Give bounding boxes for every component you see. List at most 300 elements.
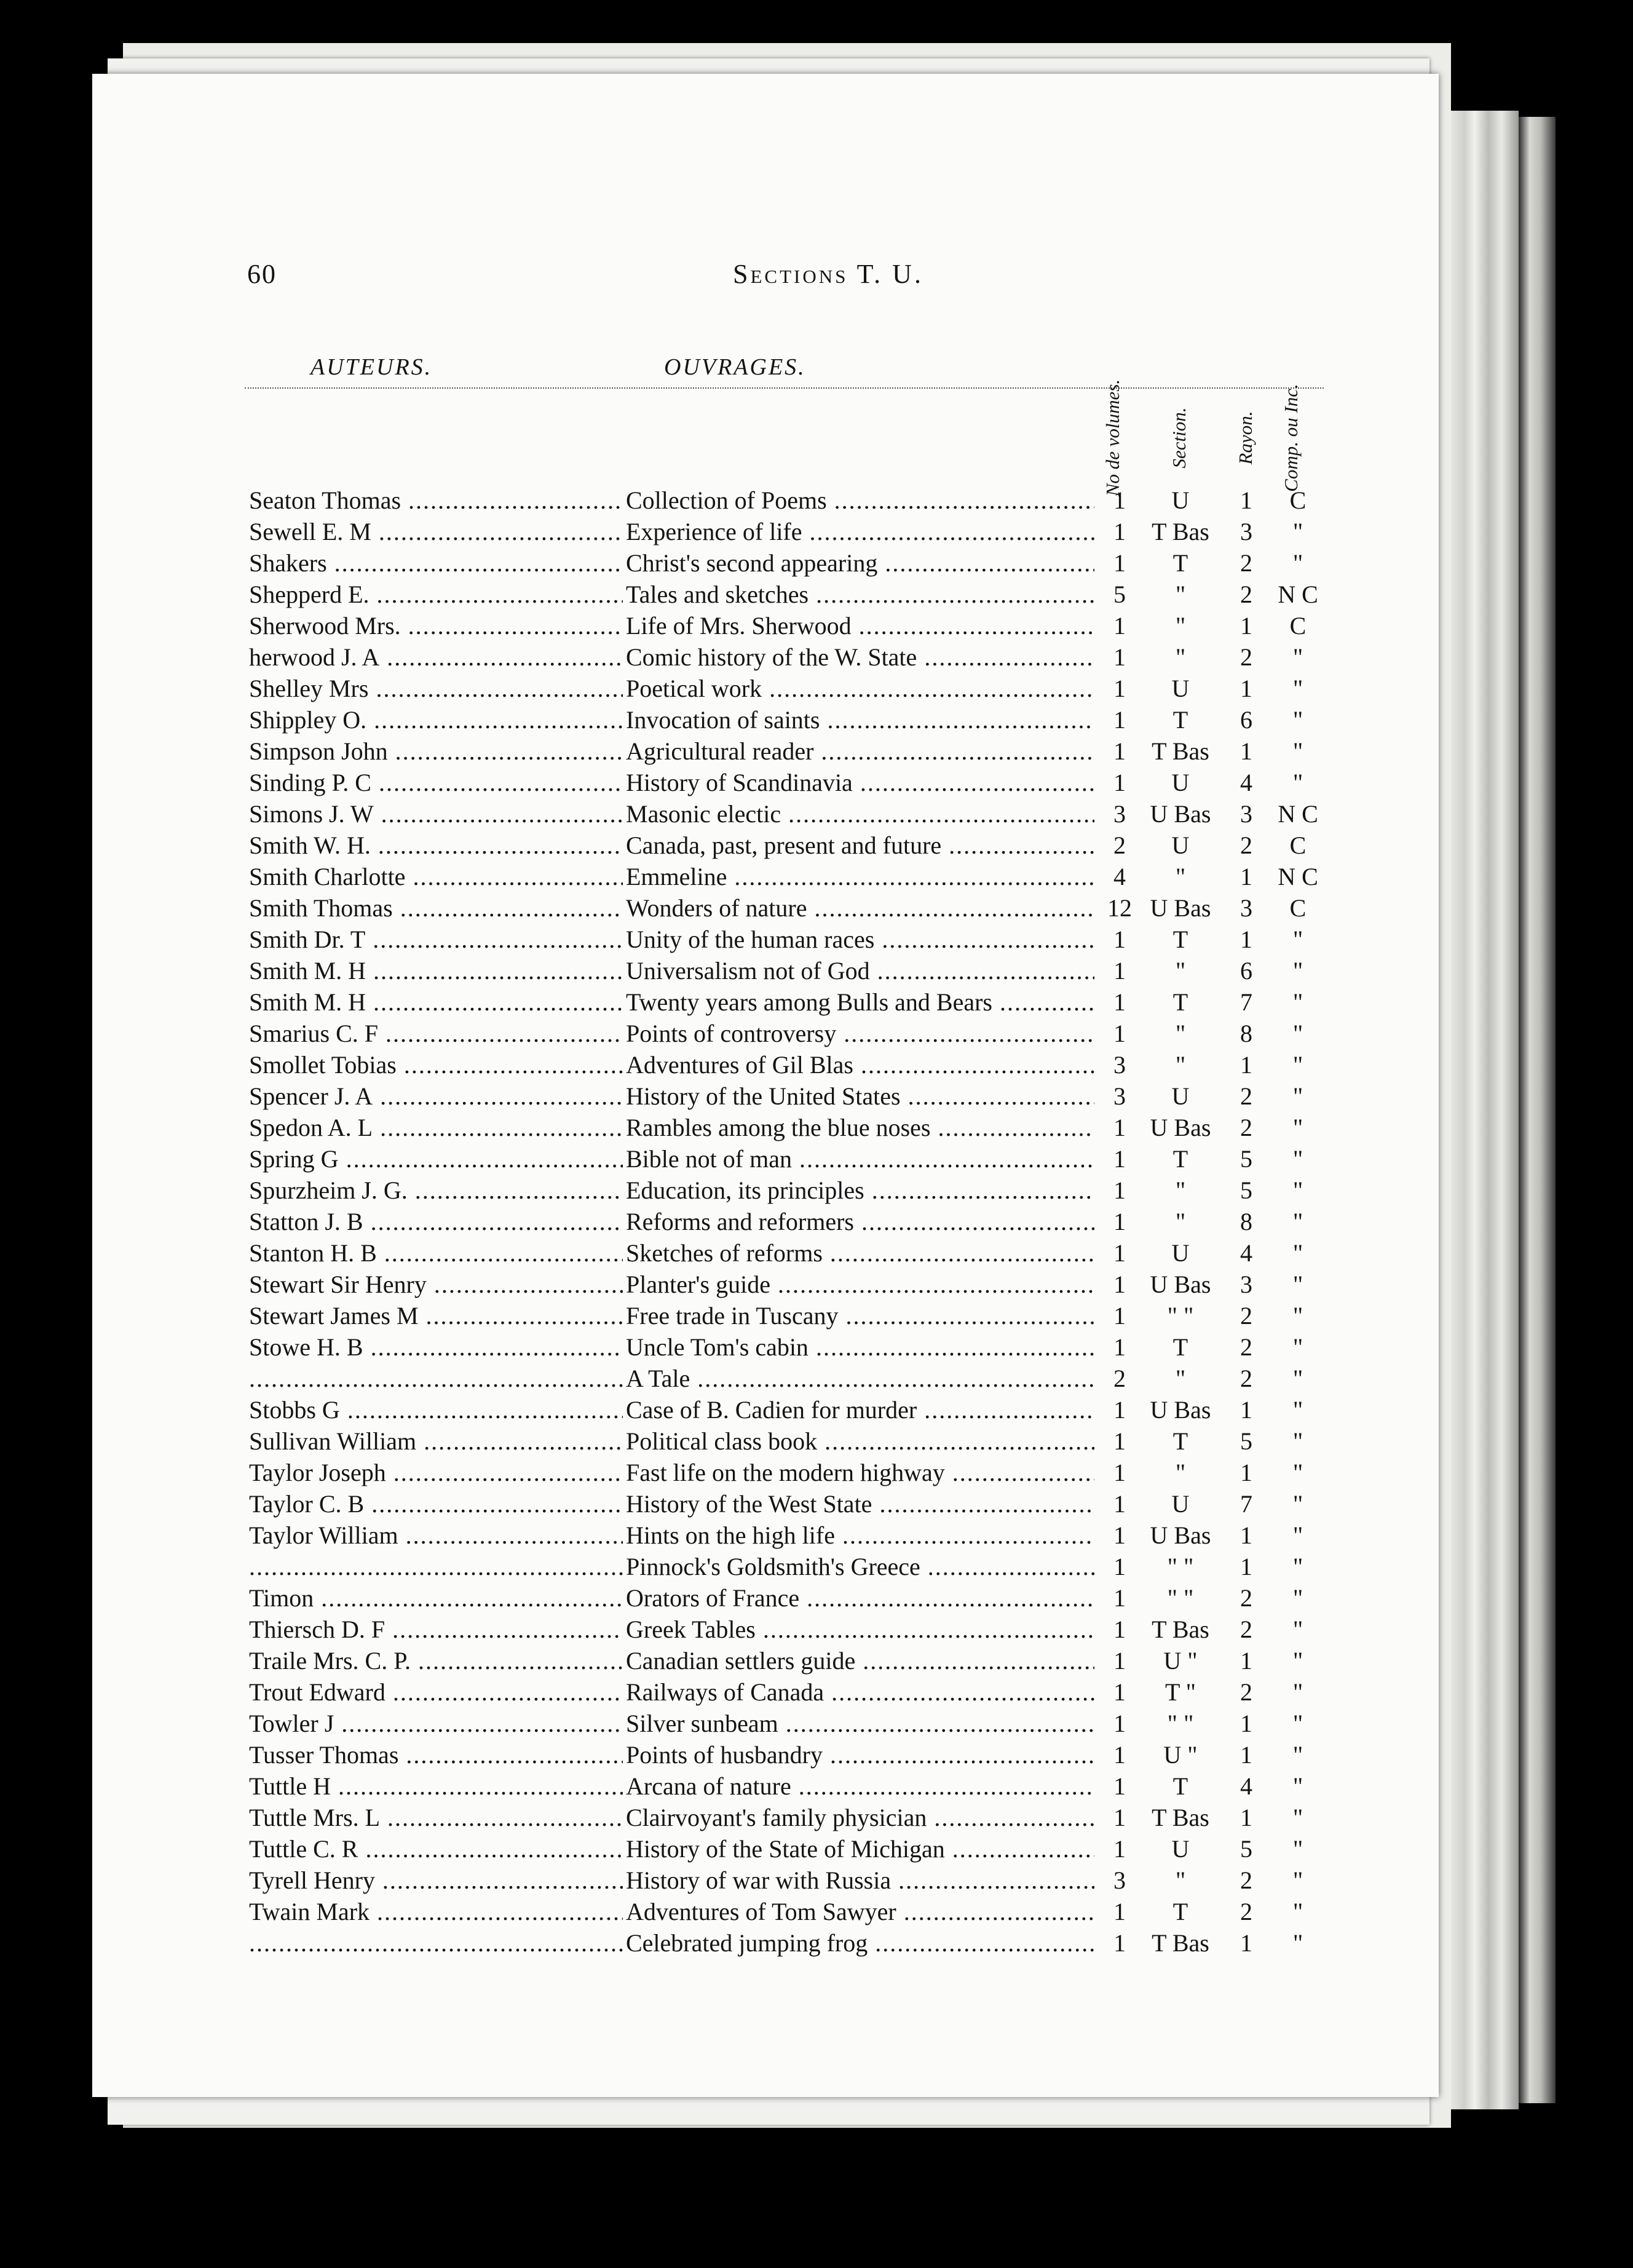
table-row bbox=[92, 1237, 1439, 1269]
rayon-cell: 1 bbox=[1240, 863, 1252, 890]
work-cell: Collection of Poems ..... bbox=[626, 485, 1094, 516]
work-cell: Comic history of the W. State ..... bbox=[626, 641, 1094, 673]
volumes-cell: 1 bbox=[1113, 1584, 1126, 1612]
column-header-comp-text: Comp. ou Inc. bbox=[1280, 384, 1302, 492]
volumes-cell: 1 bbox=[1113, 1145, 1126, 1173]
comp-cell: " bbox=[1292, 643, 1303, 671]
table-row bbox=[92, 1175, 1439, 1206]
volumes-cell: 12 bbox=[1107, 894, 1132, 922]
table-row bbox=[92, 516, 1439, 547]
comp-cell: N C bbox=[1278, 800, 1318, 828]
table-row bbox=[92, 1739, 1439, 1770]
page-number: 60 bbox=[247, 259, 277, 289]
rayon-cell: 1 bbox=[1240, 1929, 1252, 1957]
work-cell: Hints on the high life ..... bbox=[626, 1520, 1094, 1551]
table-row bbox=[92, 736, 1439, 767]
volumes-cell: 2 bbox=[1113, 1365, 1126, 1392]
author-cell: Shippley O. ..... bbox=[249, 704, 623, 736]
section-cell: T Bas bbox=[1152, 1804, 1209, 1831]
volumes-cell: 1 bbox=[1113, 612, 1126, 640]
rayon-cell: 1 bbox=[1240, 1396, 1252, 1424]
comp-cell: " bbox=[1292, 769, 1303, 796]
comp-cell: " bbox=[1292, 1145, 1303, 1173]
author-cell: Smarius C. F ..... bbox=[249, 1018, 623, 1049]
comp-cell: " bbox=[1292, 1866, 1303, 1894]
rayon-cell: 2 bbox=[1240, 581, 1252, 608]
work-cell: Experience of life ..... bbox=[626, 516, 1094, 547]
comp-cell: " bbox=[1292, 1521, 1303, 1549]
comp-cell: N C bbox=[1278, 581, 1318, 608]
author-cell: Trout Edward ..... bbox=[249, 1676, 623, 1708]
volumes-cell: 3 bbox=[1113, 1051, 1126, 1079]
author-cell: Tusser Thomas ..... bbox=[249, 1739, 623, 1770]
work-cell: Universalism not of God ..... bbox=[626, 955, 1094, 986]
comp-cell: C bbox=[1289, 486, 1307, 514]
rayon-cell: 3 bbox=[1240, 894, 1252, 922]
comp-cell: " bbox=[1292, 706, 1303, 734]
rayon-cell: 5 bbox=[1240, 1145, 1252, 1173]
work-cell: Case of B. Cadien for murder ..... bbox=[626, 1394, 1094, 1425]
header-rule bbox=[245, 387, 1324, 389]
volumes-cell: 1 bbox=[1113, 957, 1126, 985]
table-row bbox=[92, 1112, 1439, 1143]
author-cell: Smith M. H ..... bbox=[249, 955, 623, 986]
table-row bbox=[92, 892, 1439, 924]
author-cell: Tuttle C. R ..... bbox=[249, 1833, 623, 1865]
rayon-cell: 4 bbox=[1240, 1772, 1252, 1800]
section-cell: " bbox=[1175, 1866, 1186, 1894]
work-cell: Free trade in Tuscany ..... bbox=[626, 1300, 1094, 1331]
section-cell: T bbox=[1172, 926, 1188, 953]
author-cell: Traile Mrs. C. P. ..... bbox=[249, 1645, 623, 1676]
work-cell: Emmeline ..... bbox=[626, 861, 1094, 892]
author-cell: Stobbs G ..... bbox=[249, 1394, 623, 1425]
volumes-cell: 4 bbox=[1113, 863, 1126, 890]
table-row bbox=[92, 798, 1439, 830]
author-cell bbox=[249, 1363, 623, 1394]
work-cell: Greek Tables ..... bbox=[626, 1614, 1094, 1645]
comp-cell: " bbox=[1292, 675, 1303, 702]
comp-cell: " bbox=[1292, 549, 1303, 577]
work-cell: Adventures of Tom Sawyer ..... bbox=[626, 1896, 1094, 1927]
volumes-cell: 1 bbox=[1113, 1020, 1126, 1047]
comp-cell: " bbox=[1292, 1929, 1303, 1957]
volumes-cell: 1 bbox=[1113, 1647, 1126, 1675]
rayon-cell: 6 bbox=[1240, 957, 1252, 985]
table-row bbox=[92, 1676, 1439, 1708]
work-cell: Agricultural reader ..... bbox=[626, 736, 1094, 767]
section-cell: " " bbox=[1167, 1710, 1194, 1737]
work-cell: Christ's second appearing ..... bbox=[626, 547, 1094, 579]
table-row bbox=[92, 1708, 1439, 1739]
rayon-cell: 5 bbox=[1240, 1835, 1252, 1863]
section-cell: T bbox=[1172, 988, 1188, 1016]
rayon-cell: 6 bbox=[1240, 706, 1252, 734]
work-cell: Planter's guide ..... bbox=[626, 1269, 1094, 1300]
rayon-cell: 2 bbox=[1240, 1114, 1252, 1141]
volumes-cell: 1 bbox=[1113, 1898, 1126, 1925]
section-cell: T Bas bbox=[1152, 737, 1209, 765]
volumes-cell: 1 bbox=[1113, 1710, 1126, 1737]
section-cell: U " bbox=[1163, 1647, 1198, 1675]
column-header-volumes-text: No de volumes. bbox=[1102, 379, 1123, 497]
rayon-cell: 5 bbox=[1240, 1427, 1252, 1455]
table-row bbox=[92, 1394, 1439, 1425]
volumes-cell: 1 bbox=[1113, 926, 1126, 953]
author-cell: Stewart Sir Henry ..... bbox=[249, 1269, 623, 1300]
rayon-cell: 2 bbox=[1240, 1333, 1252, 1361]
rayon-cell: 4 bbox=[1240, 769, 1252, 796]
column-header-comp bbox=[1279, 384, 1303, 492]
rayon-cell: 2 bbox=[1240, 1082, 1252, 1110]
table-row bbox=[92, 955, 1439, 986]
section-cell: T bbox=[1172, 1427, 1188, 1455]
rayon-cell: 8 bbox=[1240, 1020, 1252, 1047]
rayon-cell: 2 bbox=[1240, 1866, 1252, 1894]
comp-cell: " bbox=[1292, 1804, 1303, 1831]
comp-cell: " bbox=[1292, 1271, 1303, 1298]
volumes-cell: 1 bbox=[1113, 549, 1126, 577]
section-cell: U bbox=[1171, 1490, 1190, 1518]
work-cell: Political class book ..... bbox=[626, 1425, 1094, 1457]
section-cell: " bbox=[1175, 1459, 1186, 1486]
author-cell: Simons J. W ..... bbox=[249, 798, 623, 830]
section-cell: U bbox=[1171, 486, 1190, 514]
work-cell: Canada, past, present and future ..... bbox=[626, 830, 1094, 861]
table-row bbox=[92, 1269, 1439, 1300]
section-cell: " bbox=[1175, 1208, 1186, 1235]
comp-cell: " bbox=[1292, 1114, 1303, 1141]
comp-cell: " bbox=[1292, 988, 1303, 1016]
author-cell: Simpson John ..... bbox=[249, 736, 623, 767]
rayon-cell: 7 bbox=[1240, 988, 1252, 1016]
table-row bbox=[92, 1143, 1439, 1175]
author-cell: Thiersch D. F ..... bbox=[249, 1614, 623, 1645]
author-cell: Stanton H. B ..... bbox=[249, 1237, 623, 1269]
author-cell: Twain Mark ..... bbox=[249, 1896, 623, 1927]
table-row bbox=[92, 1802, 1439, 1833]
volumes-cell: 1 bbox=[1113, 486, 1126, 514]
rayon-cell: 5 bbox=[1240, 1176, 1252, 1204]
rayon-cell: 2 bbox=[1240, 831, 1252, 859]
section-cell: T Bas bbox=[1152, 518, 1209, 545]
rayon-cell: 2 bbox=[1240, 1678, 1252, 1706]
rayon-cell: 3 bbox=[1240, 1271, 1252, 1298]
section-cell: U Bas bbox=[1150, 800, 1211, 828]
table-row bbox=[92, 1018, 1439, 1049]
rayon-cell: 2 bbox=[1240, 1616, 1252, 1643]
section-cell: U bbox=[1171, 1082, 1190, 1110]
comp-cell: C bbox=[1289, 831, 1307, 859]
comp-cell: " bbox=[1292, 1616, 1303, 1643]
volumes-cell: 1 bbox=[1113, 1333, 1126, 1361]
table-row bbox=[92, 1457, 1439, 1488]
author-cell: Smith Dr. T ..... bbox=[249, 924, 623, 955]
author-cell: Taylor Joseph ..... bbox=[249, 1457, 623, 1488]
comp-cell: " bbox=[1292, 1647, 1303, 1675]
section-cell: U Bas bbox=[1150, 1396, 1211, 1424]
section-cell: " bbox=[1175, 1020, 1186, 1047]
comp-cell: " bbox=[1292, 1020, 1303, 1047]
section-cell: U bbox=[1171, 1239, 1190, 1267]
rayon-cell: 1 bbox=[1240, 1647, 1252, 1675]
section-cell: U Bas bbox=[1150, 1271, 1211, 1298]
comp-cell: C bbox=[1289, 894, 1307, 922]
work-cell: Points of husbandry ..... bbox=[626, 1739, 1094, 1770]
table-row bbox=[92, 547, 1439, 579]
comp-cell: " bbox=[1292, 1396, 1303, 1424]
volumes-cell: 3 bbox=[1113, 800, 1126, 828]
comp-cell: N C bbox=[1278, 863, 1318, 890]
table-row bbox=[92, 704, 1439, 736]
table-row bbox=[92, 485, 1439, 516]
comp-cell: " bbox=[1292, 1333, 1303, 1361]
work-cell: Tales and sketches ..... bbox=[626, 579, 1094, 610]
section-cell: " bbox=[1175, 581, 1186, 608]
author-cell: Sullivan William ..... bbox=[249, 1425, 623, 1457]
comp-cell: " bbox=[1292, 1082, 1303, 1110]
volumes-cell: 2 bbox=[1113, 831, 1126, 859]
rayon-cell: 1 bbox=[1240, 1710, 1252, 1737]
table-row bbox=[92, 1206, 1439, 1237]
comp-cell: " bbox=[1292, 1584, 1303, 1612]
author-cell: Sherwood Mrs. ..... bbox=[249, 610, 623, 641]
rayon-cell: 1 bbox=[1240, 612, 1252, 640]
author-cell bbox=[249, 1551, 623, 1582]
work-cell: A Tale ..... bbox=[626, 1363, 1094, 1394]
author-cell: Sinding P. C ..... bbox=[249, 767, 623, 798]
catalog-page bbox=[92, 74, 1439, 2097]
volumes-cell: 1 bbox=[1113, 1929, 1126, 1957]
volumes-cell: 1 bbox=[1113, 1427, 1126, 1455]
column-header-volumes bbox=[1101, 379, 1125, 497]
author-cell: Timon ..... bbox=[249, 1582, 623, 1614]
volumes-cell: 1 bbox=[1113, 988, 1126, 1016]
author-cell: Stewart James M ..... bbox=[249, 1300, 623, 1331]
rayon-cell: 2 bbox=[1240, 1584, 1252, 1612]
work-cell: Arcana of nature ..... bbox=[626, 1770, 1094, 1802]
table-row bbox=[92, 1614, 1439, 1645]
comp-cell: " bbox=[1292, 1898, 1303, 1925]
rayon-cell: 7 bbox=[1240, 1490, 1252, 1518]
work-cell: Sketches of reforms ..... bbox=[626, 1237, 1094, 1269]
work-cell: Reforms and reformers ..... bbox=[626, 1206, 1094, 1237]
work-cell: Life of Mrs. Sherwood ..... bbox=[626, 610, 1094, 641]
volumes-cell: 1 bbox=[1113, 675, 1126, 702]
table-row bbox=[92, 830, 1439, 861]
column-header-rayon bbox=[1233, 389, 1258, 487]
section-cell: U Bas bbox=[1150, 1521, 1211, 1549]
catalog-table bbox=[92, 485, 1439, 1959]
rayon-cell: 1 bbox=[1240, 675, 1252, 702]
comp-cell: " bbox=[1292, 1772, 1303, 1800]
rayon-cell: 2 bbox=[1240, 549, 1252, 577]
author-cell: Smith Thomas ..... bbox=[249, 892, 623, 924]
work-cell: Invocation of saints ..... bbox=[626, 704, 1094, 736]
table-row bbox=[92, 1833, 1439, 1865]
comp-cell: " bbox=[1292, 1302, 1303, 1330]
comp-cell: " bbox=[1292, 737, 1303, 765]
section-cell: " " bbox=[1167, 1553, 1194, 1580]
rayon-cell: 1 bbox=[1240, 737, 1252, 765]
author-cell: Spedon A. L ..... bbox=[249, 1112, 623, 1143]
work-cell: Fast life on the modern highway ..... bbox=[626, 1457, 1094, 1488]
comp-cell: C bbox=[1289, 612, 1307, 640]
table-row bbox=[92, 673, 1439, 704]
volumes-cell: 1 bbox=[1113, 1239, 1126, 1267]
work-cell: Education, its principles ..... bbox=[626, 1175, 1094, 1206]
work-cell: Wonders of nature ..... bbox=[626, 892, 1094, 924]
column-header-works: OUVRAGES. bbox=[664, 354, 806, 380]
volumes-cell: 5 bbox=[1113, 581, 1126, 608]
volumes-cell: 3 bbox=[1113, 1866, 1126, 1894]
section-cell: T bbox=[1172, 1145, 1188, 1173]
work-cell: Canadian settlers guide ..... bbox=[626, 1645, 1094, 1676]
volumes-cell: 1 bbox=[1113, 643, 1126, 671]
volumes-cell: 1 bbox=[1113, 1114, 1126, 1141]
work-cell: History of war with Russia ..... bbox=[626, 1865, 1094, 1896]
rayon-cell: 1 bbox=[1240, 1804, 1252, 1831]
table-row bbox=[92, 924, 1439, 955]
work-cell: Adventures of Gil Blas ..... bbox=[626, 1049, 1094, 1080]
author-cell: Tuttle Mrs. L ..... bbox=[249, 1802, 623, 1833]
section-cell: " " bbox=[1167, 1302, 1194, 1330]
table-row bbox=[92, 641, 1439, 673]
table-row bbox=[92, 861, 1439, 892]
section-cell: T " bbox=[1164, 1678, 1196, 1706]
page-edges bbox=[1451, 111, 1519, 2109]
author-cell: Smith W. H. ..... bbox=[249, 830, 623, 861]
table-row bbox=[92, 1896, 1439, 1927]
section-cell: " " bbox=[1167, 1584, 1194, 1612]
section-cell: T bbox=[1172, 1898, 1188, 1925]
table-row bbox=[92, 1363, 1439, 1394]
rayon-cell: 1 bbox=[1240, 1051, 1252, 1079]
work-cell: History of the West State ..... bbox=[626, 1488, 1094, 1520]
author-cell: Seaton Thomas ..... bbox=[249, 485, 623, 516]
work-cell: Twenty years among Bulls and Bears ..... bbox=[626, 986, 1094, 1018]
work-cell: Clairvoyant's family physician ..... bbox=[626, 1802, 1094, 1833]
work-cell: Orators of France ..... bbox=[626, 1582, 1094, 1614]
work-cell: Celebrated jumping frog ..... bbox=[626, 1927, 1094, 1959]
volumes-cell: 1 bbox=[1113, 1553, 1126, 1580]
work-cell: Points of controversy ..... bbox=[626, 1018, 1094, 1049]
work-cell: Masonic electic ..... bbox=[626, 798, 1094, 830]
author-cell: Tuttle H ..... bbox=[249, 1770, 623, 1802]
section-cell: " bbox=[1175, 643, 1186, 671]
comp-cell: " bbox=[1292, 1741, 1303, 1769]
table-row bbox=[92, 579, 1439, 610]
comp-cell: " bbox=[1292, 1427, 1303, 1455]
author-cell: Spring G ..... bbox=[249, 1143, 623, 1175]
section-cell: " bbox=[1175, 1051, 1186, 1079]
section-cell: U bbox=[1171, 675, 1190, 702]
author-cell: Taylor C. B ..... bbox=[249, 1488, 623, 1520]
comp-cell: " bbox=[1292, 1678, 1303, 1706]
work-cell: History of the United States ..... bbox=[626, 1080, 1094, 1112]
section-cell: T bbox=[1172, 1772, 1188, 1800]
volumes-cell: 1 bbox=[1113, 1835, 1126, 1863]
comp-cell: " bbox=[1292, 957, 1303, 985]
volumes-cell: 1 bbox=[1113, 1176, 1126, 1204]
author-cell: Statton J. B ..... bbox=[249, 1206, 623, 1237]
work-cell: Bible not of man ..... bbox=[626, 1143, 1094, 1175]
section-cell: T bbox=[1172, 1333, 1188, 1361]
comp-cell: " bbox=[1292, 926, 1303, 953]
volumes-cell: 1 bbox=[1113, 706, 1126, 734]
section-cell: T bbox=[1172, 549, 1188, 577]
rayon-cell: 8 bbox=[1240, 1208, 1252, 1235]
section-cell: U bbox=[1171, 1835, 1190, 1863]
section-cell: U bbox=[1171, 831, 1190, 859]
section-cell: U Bas bbox=[1150, 1114, 1211, 1141]
author-cell: Stowe H. B ..... bbox=[249, 1331, 623, 1363]
volumes-cell: 1 bbox=[1113, 1678, 1126, 1706]
running-title: Sections T. U. bbox=[733, 259, 923, 289]
work-cell: Silver sunbeam ..... bbox=[626, 1708, 1094, 1739]
work-cell: Pinnock's Goldsmith's Greece ..... bbox=[626, 1551, 1094, 1582]
page-header bbox=[247, 246, 1323, 307]
table-row bbox=[92, 767, 1439, 798]
work-cell: Unity of the human races ..... bbox=[626, 924, 1094, 955]
table-row bbox=[92, 1645, 1439, 1676]
volumes-cell: 1 bbox=[1113, 1396, 1126, 1424]
comp-cell: " bbox=[1292, 518, 1303, 545]
author-cell: Tyrell Henry ..... bbox=[249, 1865, 623, 1896]
table-row bbox=[92, 1770, 1439, 1802]
table-row bbox=[92, 1520, 1439, 1551]
volumes-cell: 1 bbox=[1113, 737, 1126, 765]
table-row bbox=[92, 1331, 1439, 1363]
section-cell: T Bas bbox=[1152, 1929, 1209, 1957]
author-cell: herwood J. A ..... bbox=[249, 641, 623, 673]
rayon-cell: 1 bbox=[1240, 1521, 1252, 1549]
column-header-section-text: Section. bbox=[1168, 407, 1190, 469]
work-cell: Uncle Tom's cabin ..... bbox=[626, 1331, 1094, 1363]
volumes-cell: 1 bbox=[1113, 769, 1126, 796]
table-row bbox=[92, 1049, 1439, 1080]
volumes-cell: 1 bbox=[1113, 1741, 1126, 1769]
volumes-cell: 1 bbox=[1113, 1459, 1126, 1486]
volumes-cell: 1 bbox=[1113, 518, 1126, 545]
author-cell: Towler J ..... bbox=[249, 1708, 623, 1739]
volumes-cell: 1 bbox=[1113, 1302, 1126, 1330]
rayon-cell: 3 bbox=[1240, 518, 1252, 545]
volumes-cell: 1 bbox=[1113, 1772, 1126, 1800]
rayon-cell: 1 bbox=[1240, 1553, 1252, 1580]
rayon-cell: 2 bbox=[1240, 1898, 1252, 1925]
author-cell: Spencer J. A ..... bbox=[249, 1080, 623, 1112]
section-cell: " bbox=[1175, 1176, 1186, 1204]
page-edges-dark bbox=[1519, 117, 1556, 2103]
column-header-rayon-text: Rayon. bbox=[1235, 411, 1256, 465]
comp-cell: " bbox=[1292, 1459, 1303, 1486]
comp-cell: " bbox=[1292, 1553, 1303, 1580]
work-cell: Rambles among the blue noses ..... bbox=[626, 1112, 1094, 1143]
section-cell: U " bbox=[1163, 1741, 1198, 1769]
author-cell: Smith Charlotte ..... bbox=[249, 861, 623, 892]
section-cell: T bbox=[1172, 706, 1188, 734]
author-cell: Taylor William ..... bbox=[249, 1520, 623, 1551]
rayon-cell: 1 bbox=[1240, 1459, 1252, 1486]
author-cell: Smollet Tobias ..... bbox=[249, 1049, 623, 1080]
work-cell: History of the State of Michigan ..... bbox=[626, 1833, 1094, 1865]
section-cell: " bbox=[1175, 612, 1186, 640]
author-cell: Smith M. H ..... bbox=[249, 986, 623, 1018]
comp-cell: " bbox=[1292, 1176, 1303, 1204]
section-cell: U bbox=[1171, 769, 1190, 796]
author-cell: Spurzheim J. G. ..... bbox=[249, 1175, 623, 1206]
